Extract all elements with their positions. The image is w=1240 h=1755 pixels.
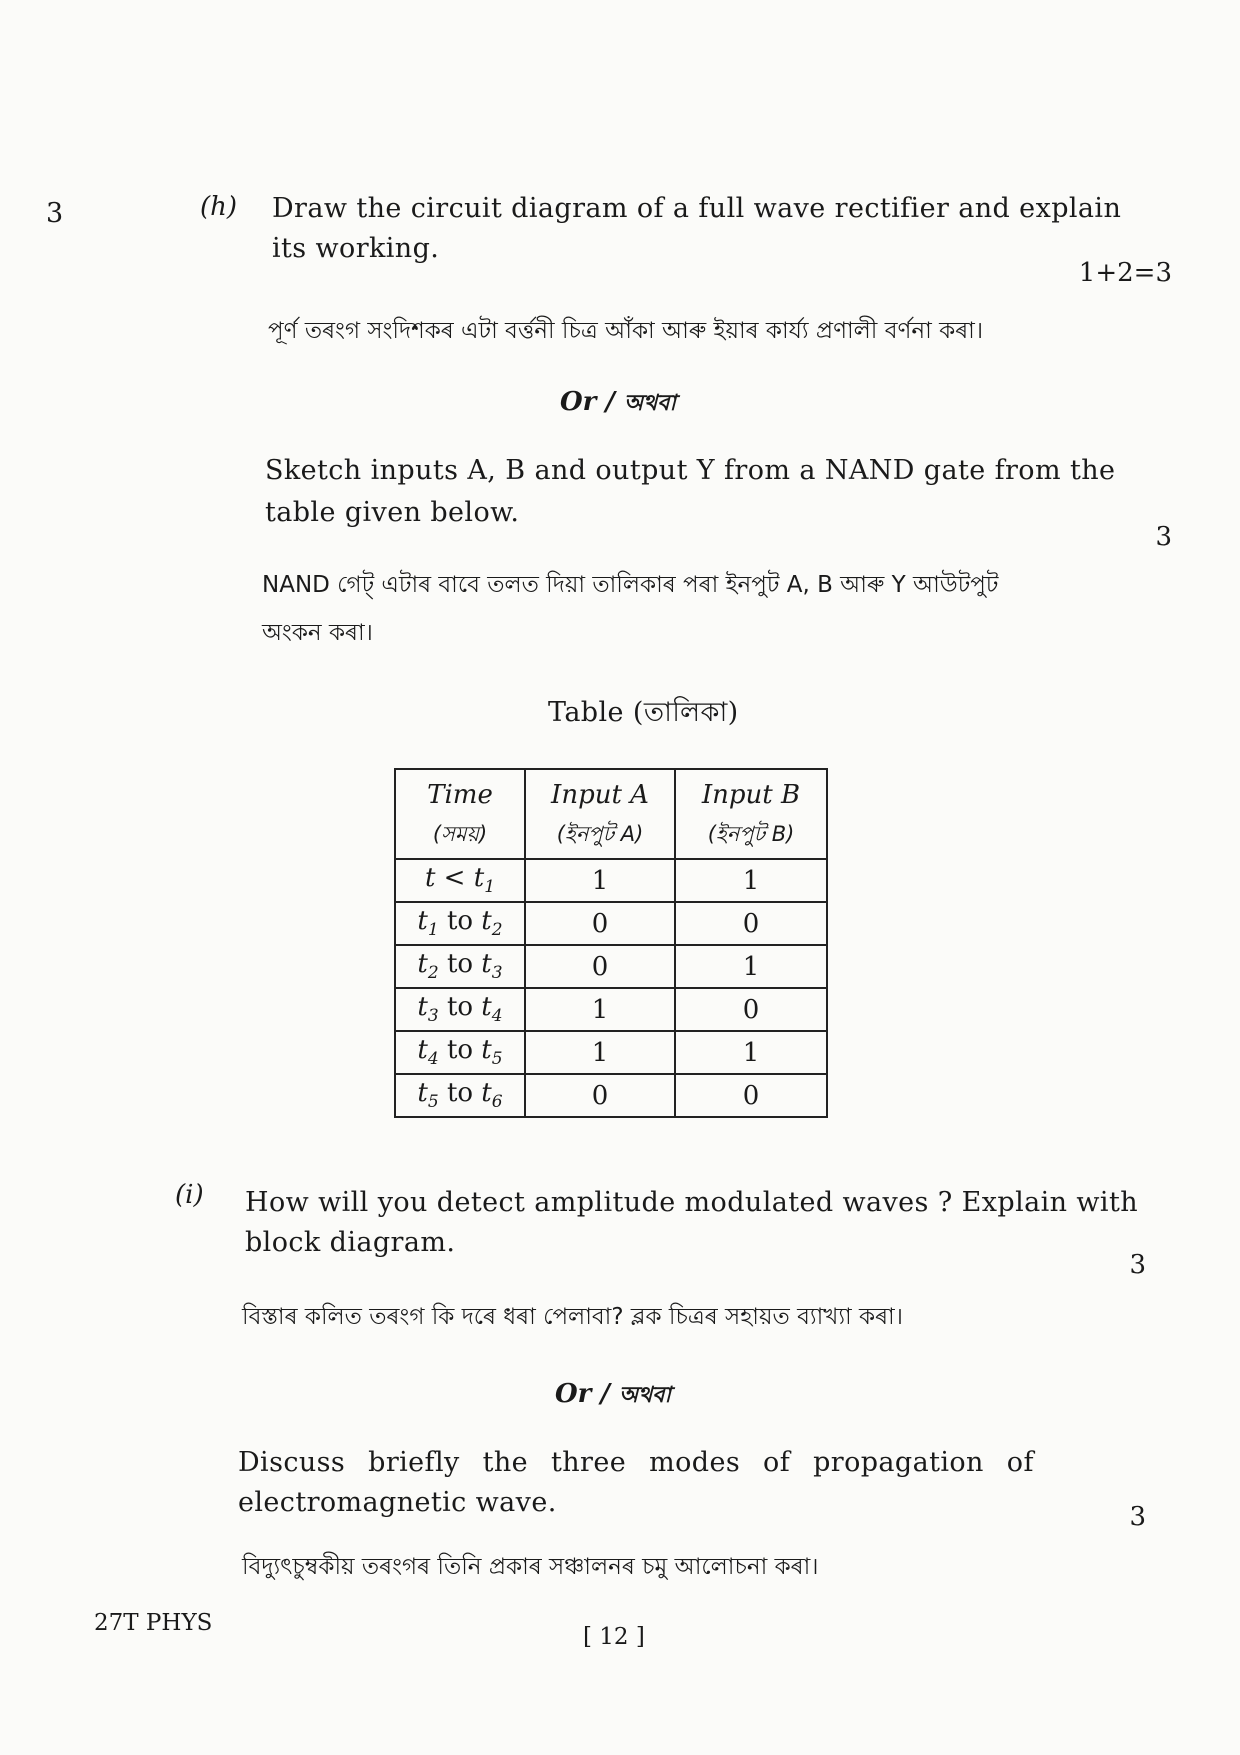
question-h-alt-line1: Sketch inputs A, B and output Y from a NAND gate from the (265, 455, 1116, 486)
or-assamese: অথবা (618, 1383, 671, 1408)
or-assamese: অথবা (623, 391, 676, 416)
time-cell: $t_5$ to $t_6$ (395, 1074, 525, 1117)
or-separator: / (591, 1379, 619, 1409)
time-cell: $t_3$ to $t_4$ (395, 988, 525, 1031)
question-i-alt-line1: Discuss briefly the three modes of propagation of (238, 1447, 1034, 1478)
time-cell: $t_1$ to $t_2$ (395, 902, 525, 945)
header-input-b: Input B (ইনপুট B) (675, 769, 827, 859)
time-cell: $t_4$ to $t_5$ (395, 1031, 525, 1074)
input-a-cell: 0 (525, 1074, 675, 1117)
input-b-cell: 0 (675, 902, 827, 945)
or-separator: / (596, 387, 624, 417)
table-row (395, 902, 827, 945)
input-a-cell: 0 (525, 945, 675, 988)
header-time: Time (সময়) (395, 769, 525, 859)
input-b-cell: 1 (675, 945, 827, 988)
question-label-h: (h) (200, 192, 238, 222)
question-h-alt-assamese-line1: NAND গেট্ এটাৰ বাবে তলত দিয়া তালিকাৰ পৰা ইনপুট A, B আৰু Y আউটপুট (262, 572, 999, 598)
question-h-marks: 1+2=3 (1078, 258, 1172, 288)
question-i-line1: How will you detect amplitude modulated waves ? Explain with (245, 1187, 1138, 1218)
input-b-cell: 0 (675, 1074, 827, 1117)
margin-number: 3 (46, 198, 64, 229)
question-i-marks: 3 (1129, 1250, 1146, 1280)
question-i-alt-line2: electromagnetic wave. (238, 1487, 557, 1518)
table-caption: Table (তালিকা) (548, 697, 739, 728)
question-h-line1: Draw the circuit diagram of a full wave rectifier and explain (272, 193, 1122, 224)
input-b-cell: 1 (675, 859, 827, 902)
question-h-alt-line2: table given below. (265, 497, 520, 528)
table-row (395, 859, 827, 902)
input-b-cell: 0 (675, 988, 827, 1031)
input-a-cell: 0 (525, 902, 675, 945)
or-english: Or (560, 387, 597, 417)
question-i-assamese: বিস্তাৰ কলিত তৰংগ কি দৰে ধৰা পেলাবা? ব্লক চিত্ৰৰ সহায়ত ব্যাখ্যা কৰা। (242, 1304, 903, 1330)
question-h-assamese: পূৰ্ণ তৰংগ সংদিশকৰ এটা বৰ্ত্তনী চিত্ৰ আঁকা আৰু ইয়াৰ কাৰ্য্য প্ৰণালী বৰ্ণনা কৰা। (268, 318, 984, 344)
or-english: Or (555, 1379, 592, 1409)
table-row (395, 1031, 827, 1074)
table-row (395, 1074, 827, 1117)
header-input-a: Input A (ইনপুট A) (525, 769, 675, 859)
question-h-alt-assamese-line2: অংকন কৰা। (262, 620, 373, 646)
table-row (395, 988, 827, 1031)
input-b-cell: 1 (675, 1031, 827, 1074)
table-header-row (395, 769, 827, 859)
time-cell: $t < t_1$ (395, 859, 525, 902)
question-h-line2: its working. (272, 233, 440, 264)
input-a-cell: 1 (525, 859, 675, 902)
paper-code: 27T PHYS (94, 1610, 213, 1636)
question-i-alt-marks: 3 (1129, 1502, 1146, 1532)
question-label-i: (i) (175, 1180, 204, 1210)
page-number: [ 12 ] (583, 1624, 645, 1650)
or-divider-2 (555, 1378, 671, 1415)
question-i-line2: block diagram. (245, 1227, 456, 1258)
table-row (395, 945, 827, 988)
question-i-alt-assamese: বিদ্যুৎচুম্বকীয় তৰংগৰ তিনি প্ৰকাৰ সঞ্চালনৰ চমু আলোচনা কৰা। (242, 1554, 819, 1580)
time-cell: $t_2$ to $t_3$ (395, 945, 525, 988)
input-a-cell: 1 (525, 1031, 675, 1074)
or-divider-1 (560, 386, 676, 423)
question-h-alt-marks: 3 (1155, 522, 1172, 552)
input-a-cell: 1 (525, 988, 675, 1031)
nand-input-table (394, 768, 828, 1118)
